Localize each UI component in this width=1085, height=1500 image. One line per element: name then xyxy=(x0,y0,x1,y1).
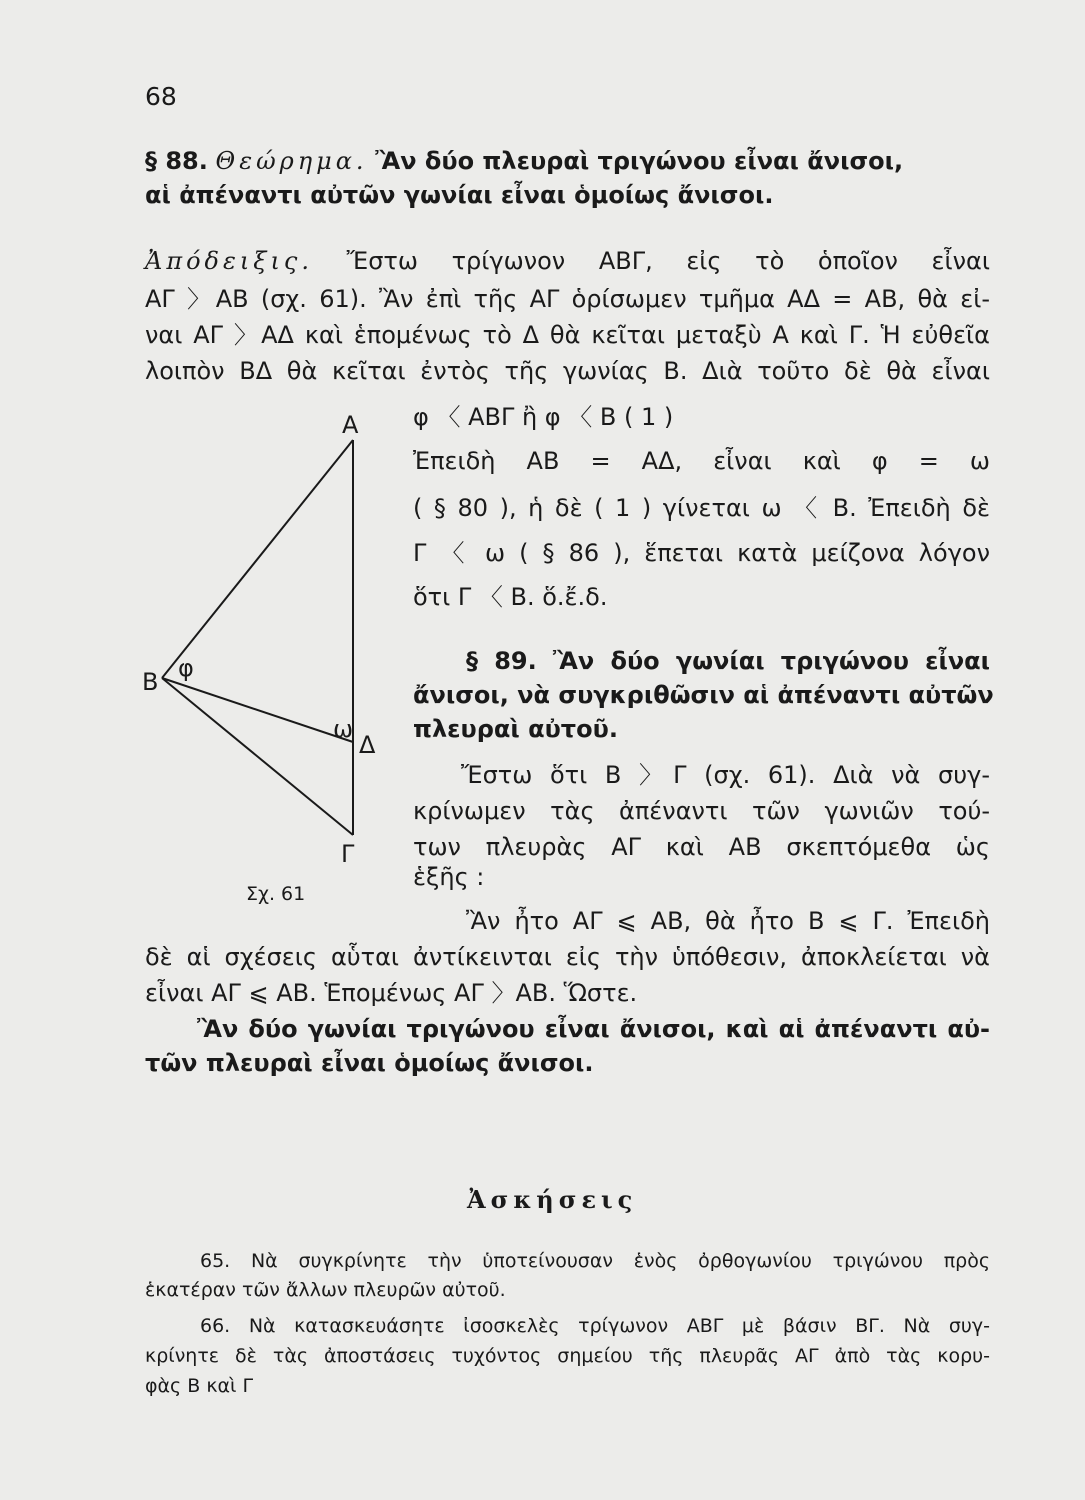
exercise-66-line1: 66. Νὰ κατασκευάσητε ἰσοσκελὲς τρίγωνον ΑΒΓ μὲ βάσιν ΒΓ. Νὰ συγ- xyxy=(200,1315,990,1337)
section-89-line3: πλευραὶ αὐτοῦ. xyxy=(413,715,618,743)
section-89-line9: δὲ αἱ σχέσεις αὗται ἀντίκεινται εἰς τὴν ὑπόθεσιν, ἀποκλείεται νὰ xyxy=(145,943,990,971)
proof-line5: φ 〈 ΑΒΓ ἢ φ 〈 Β ( 1 ) xyxy=(413,403,674,431)
section-89-line8: Ἂν ἦτο ΑΓ ⩽ ΑΒ, θὰ ἦτο Β ⩽ Γ. Ἐπειδὴ xyxy=(466,907,990,935)
label-A: Α xyxy=(342,411,359,439)
proof-line8: Γ 〈 ω ( § 86 ), ἕπεται κατὰ μείζονα λόγον xyxy=(413,539,990,567)
side-BG xyxy=(162,678,353,835)
section-89-line7: ἑξῆς : xyxy=(413,863,485,891)
section-89-line6: των πλευρὰς ΑΓ καὶ ΑΒ σκεπτόμεθα ὡς xyxy=(413,833,990,861)
theorem-label: Θεώρημα. xyxy=(215,147,368,175)
proof-line3: ναι ΑΓ 〉ΑΔ καὶ ἑπομένως τὸ Δ θὰ κεῖται μεταξὺ Α καὶ Γ. Ἡ εὐθεῖα xyxy=(145,321,990,349)
conclusion-line2: τῶν πλευραὶ εἶναι ὁμοίως ἄνισοι. xyxy=(145,1049,594,1077)
exercise-66-line3: φὰς Β καὶ Γ xyxy=(145,1375,254,1397)
proof-line4: λοιπὸν ΒΔ θὰ κεῖται ἐντὸς τῆς γωνίας Β. Διὰ τοῦτο δὲ θὰ εἶναι xyxy=(145,357,990,385)
section-89-line1: § 89. Ἂν δύο γωνίαι τριγώνου εἶναι xyxy=(466,647,990,675)
theorem-statement: Ἂν δύο πλευραὶ τριγώνου εἶναι ἄνισοι, xyxy=(375,147,904,175)
section-number: § 88. xyxy=(145,147,208,175)
theorem-88-line2: αἱ ἀπέναντι αὐτῶν γωνίαι εἶναι ὁμοίως ἄνισοι. xyxy=(145,181,774,209)
proof-label: Ἀπόδειξις. xyxy=(145,247,313,275)
label-B: Β xyxy=(142,668,159,696)
proof-line9: ὅτι Γ 〈 Β. ὅ.ἔ.δ. xyxy=(413,583,608,611)
section-89-line2: ἄνισοι, νὰ συγκριθῶσιν αἱ ἀπέναντι αὐτῶν xyxy=(413,681,994,709)
proof-text: Ἔστω τρίγωνον ΑΒΓ, εἰς τὸ ὁποῖον εἶναι xyxy=(346,247,990,275)
page-number: 68 xyxy=(145,82,177,111)
exercises-heading: Ἀσκήσεις xyxy=(467,1185,638,1214)
label-phi: φ xyxy=(178,654,194,682)
section-89-line4: Ἔστω ὅτι Β 〉Γ (σχ. 61). Διὰ νὰ συγ- xyxy=(461,761,990,789)
exercise-65-line1: 65. Νὰ συγκρίνητε τὴν ὑποτείνουσαν ἑνὸς ὀρθογωνίου τριγώνου πρὸς xyxy=(200,1250,990,1272)
proof-line7: ( § 80 ), ἡ δὲ ( 1 ) γίνεται ω 〈 Β. Ἐπειδὴ δὲ xyxy=(413,494,990,522)
section-89-line10: εἶναι ΑΓ ⩽ ΑΒ. Ἑπομένως ΑΓ 〉ΑΒ. Ὥστε. xyxy=(145,979,638,1007)
conclusion-line1: Ἂν δύο γωνίαι τριγώνου εἶναι ἄνισοι, καὶ αἱ ἀπέναντι αὐ- xyxy=(197,1015,990,1043)
side-AB xyxy=(162,440,353,678)
label-G: Γ xyxy=(341,840,355,868)
exercise-65-line2: ἑκατέραν τῶν ἄλλων πλευρῶν αὐτοῦ. xyxy=(145,1279,506,1301)
exercise-66-line2: κρίνητε δὲ τὰς ἀποστάσεις τυχόντος σημείου τῆς πλευρᾶς ΑΓ ἀπὸ τὰς κορυ- xyxy=(145,1345,990,1367)
segment-BD xyxy=(162,678,353,742)
proof-line2: ΑΓ 〉ΑΒ (σχ. 61). Ἂν ἐπὶ τῆς ΑΓ ὁρίσωμεν τμῆμα ΑΔ = ΑΒ, θὰ εἰ- xyxy=(145,285,990,313)
figure-caption: Σχ. 61 xyxy=(246,883,306,905)
label-omega: ω xyxy=(333,715,354,743)
section-89-line5: κρίνωμεν τὰς ἀπέναντι τῶν γωνιῶν τού- xyxy=(413,797,990,825)
label-D: Δ xyxy=(359,731,376,759)
proof-line6: Ἐπειδὴ ΑΒ = ΑΔ, εἶναι καὶ φ = ω xyxy=(413,447,990,475)
